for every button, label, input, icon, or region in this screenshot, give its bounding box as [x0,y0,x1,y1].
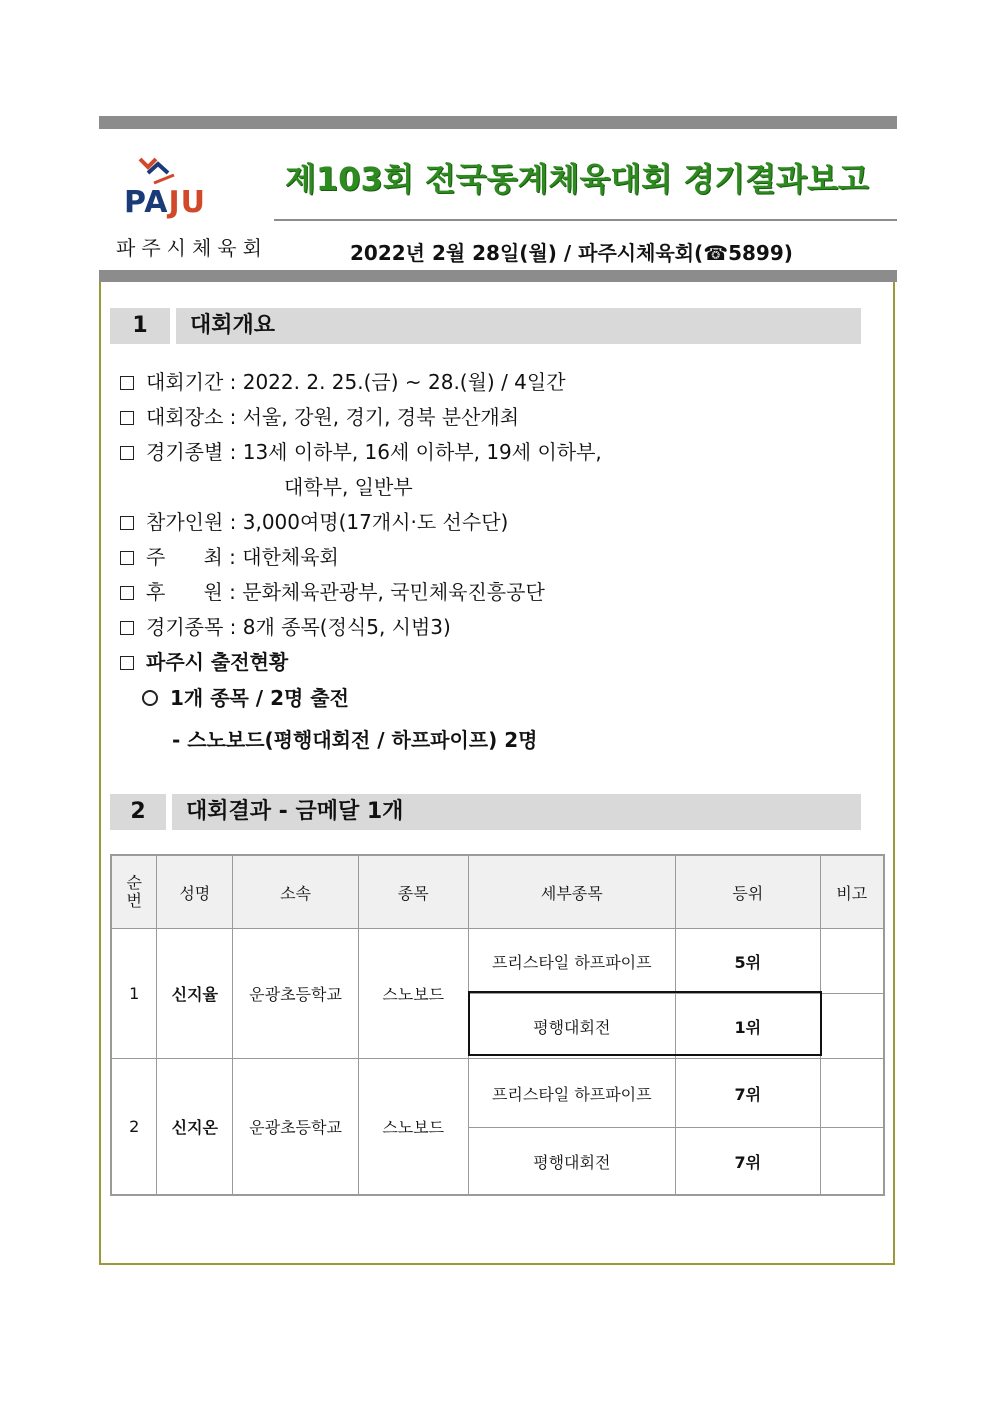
section2-title: 대회결과 - 금메달 1개 [172,794,861,830]
cell-note [820,1128,884,1196]
header-sport: 종목 [358,855,468,929]
overview-item-host: 주 최 : 대한체육회 [120,541,339,570]
checkbox-icon [120,516,134,530]
frame-top-bar [99,270,897,282]
top-bar [99,116,897,129]
table-row [111,929,884,994]
org-name: 파주시체육회 [116,236,268,260]
cell-event: 평행대회전 [468,994,675,1059]
header-note: 비고 [820,855,884,929]
cell-school: 운광초등학교 [233,1059,359,1196]
section2-header [110,794,861,830]
header-no: 순 번 [111,855,157,929]
checkbox-icon [120,551,134,565]
section1-number: 1 [110,308,170,344]
section2-number: 2 [110,794,166,830]
overview-item-participants: 참가인원 : 3,000여명(17개시·도 선수단) [120,506,508,535]
checkbox-icon [120,446,134,460]
cell-note [820,994,884,1059]
cell-rank: 7위 [675,1128,820,1196]
overview-item-sports: 경기종목 : 8개 종목(정식5, 시범3) [120,611,451,640]
paju-status-heading: 파주시 출전현황 [120,646,288,675]
cell-no: 2 [111,1059,157,1196]
cell-event: 프리스타일 하프파이프 [468,1059,675,1128]
header-school: 소속 [233,855,359,929]
overview-item-divisions: 경기종별 : 13세 이하부, 16세 이하부, 19세 이하부, [120,436,602,465]
cell-event: 프리스타일 하프파이프 [468,929,675,994]
cell-no: 1 [111,929,157,1059]
checkbox-icon [120,376,134,390]
page-title: 제103회 전국동계체육대회 경기결과보고 [285,160,869,198]
paju-logo [124,155,228,219]
cell-note [820,1059,884,1128]
overview-item-sponsor: 후 원 : 문화체육관광부, 국민체육진흥공단 [120,576,545,605]
header-name: 성명 [157,855,233,929]
circle-bullet-icon [142,690,158,706]
table-header-row [111,855,884,929]
cell-note [820,929,884,994]
logo-figure-icon [134,155,194,187]
cell-rank: 7위 [675,1059,820,1128]
section1-header [110,308,861,344]
overview-item-venue: 대회장소 : 서울, 강원, 경기, 경북 분산개최 [120,401,519,430]
overview-item-period: 대회기간 : 2022. 2. 25.(금) ~ 28.(월) / 4일간 [120,366,566,395]
cell-rank: 5위 [675,929,820,994]
cell-school: 운광초등학교 [233,929,359,1059]
overview-item-divisions-cont: 대학부, 일반부 [284,475,413,499]
checkbox-icon [120,621,134,635]
checkbox-icon [120,656,134,670]
logo-text: PAJU [124,185,206,220]
header-rank: 등위 [675,855,820,929]
report-date-line: 2022년 2월 28일(월) / 파주시체육회(☎5899) [350,241,793,265]
results-table [110,854,885,1196]
cell-event: 평행대회전 [468,1128,675,1196]
table-row [111,1059,884,1128]
cell-sport: 스노보드 [358,929,468,1059]
cell-rank: 1위 [675,994,820,1059]
cell-name: 신지율 [157,929,233,1059]
title-divider [274,219,897,221]
paju-status-detail: - 스노보드(평행대회전 / 하프파이프) 2명 [172,728,538,752]
paju-status-sub: 1개 종목 / 2명 출전 [142,682,349,711]
header-event: 세부종목 [468,855,675,929]
section1-title: 대회개요 [176,308,861,344]
cell-name: 신지온 [157,1059,233,1196]
checkbox-icon [120,586,134,600]
checkbox-icon [120,411,134,425]
cell-sport: 스노보드 [358,1059,468,1196]
